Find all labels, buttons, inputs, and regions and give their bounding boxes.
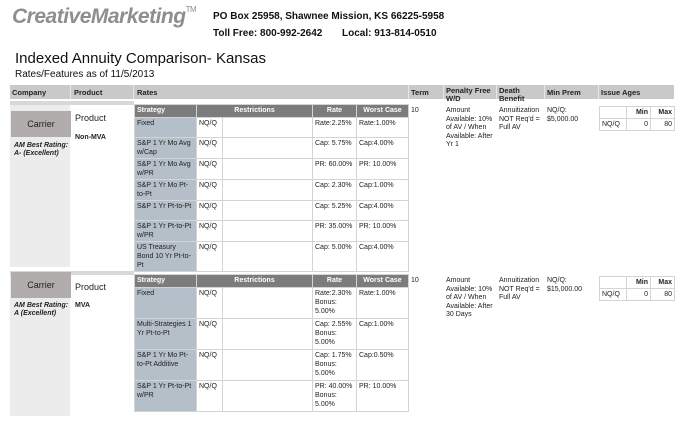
restriction: NQ/Q xyxy=(197,221,223,242)
min-prem-value: NQ/Q: $5,000.00 xyxy=(547,107,579,123)
strategy-name: S&P 1 Yr Mo Avg w/PR xyxy=(135,159,197,180)
worst-case: Cap:1.00% xyxy=(357,180,409,201)
min-prem-value: NQ/Q: $15,000.00 xyxy=(547,277,583,293)
header-divider xyxy=(544,85,545,99)
term-value: 10 xyxy=(411,107,419,114)
strategy-name: S&P 1 Yr Mo Avg w/Cap xyxy=(135,138,197,159)
product-label: Product xyxy=(75,113,107,123)
row-band xyxy=(10,101,134,105)
strategy-name: S&P 1 Yr Pt-to-Pt w/PR xyxy=(135,381,197,412)
table-row xyxy=(135,118,409,138)
restriction-extra xyxy=(223,288,313,319)
age-min: 0 xyxy=(627,289,651,301)
restriction-extra xyxy=(223,319,313,350)
term-value: 10 xyxy=(411,277,419,284)
company-logo: CreativeMarketing™ xyxy=(12,5,197,28)
rate: Cap: 5.75% xyxy=(313,138,357,159)
strategy-table xyxy=(134,104,409,272)
restriction: NQ/Q xyxy=(197,118,223,138)
age-type: NQ/Q xyxy=(600,289,627,301)
rate-header: Rate xyxy=(313,275,357,288)
header-divider xyxy=(443,85,444,99)
rate: PR: 40.00% Bonus: 5.00% xyxy=(313,381,357,412)
worst-case: Rate:1.00% xyxy=(357,118,409,138)
page-subtitle: Rates/Features as of 11/5/2013 xyxy=(15,69,155,80)
table-row xyxy=(135,138,409,159)
penalty-free-value: Amount Available: 10% of AV / When Available: After Yr 1 xyxy=(446,107,493,148)
rate: Cap: 1.75% Bonus: 5.00% xyxy=(313,350,357,381)
age-min-header: Min xyxy=(627,277,651,289)
restriction: NQ/Q xyxy=(197,381,223,412)
age-max: 80 xyxy=(651,119,675,131)
strategy-name: Fixed xyxy=(135,288,197,319)
death-benefit-value: Annuitization NOT Req'd = Full AV xyxy=(499,277,540,301)
strategy-name: S&P 1 Yr Pt-to-Pt w/PR xyxy=(135,221,197,242)
worst-case-header: Worst Case xyxy=(357,105,409,118)
table-row xyxy=(135,319,409,350)
rate: Rate:2.25% xyxy=(313,118,357,138)
col-product: Product xyxy=(74,88,103,97)
rate: Cap: 5.25% xyxy=(313,201,357,221)
rate: Cap: 5.00% xyxy=(313,242,357,272)
col-penalty-free: Penalty Free W/D xyxy=(446,86,491,103)
restriction: NQ/Q xyxy=(197,319,223,350)
local-phone: Local: 913-814-0510 xyxy=(342,28,437,39)
strategy-header: Strategy xyxy=(135,105,197,118)
carrier-rating: AM Best Rating: A- (Excellent) xyxy=(14,142,69,157)
page-title: Indexed Annuity Comparison- Kansas xyxy=(15,50,266,67)
restriction: NQ/Q xyxy=(197,180,223,201)
restriction: NQ/Q xyxy=(197,242,223,272)
strategy-name: S&P 1 Yr Mo Pt-to-Pt xyxy=(135,180,197,201)
restrictions-header: Restrictions xyxy=(197,105,313,118)
strategy-name: S&P 1 Yr Pt-to-Pt xyxy=(135,201,197,221)
rate: Cap: 2.55% Bonus: 5.00% xyxy=(313,319,357,350)
rate-header: Rate xyxy=(313,105,357,118)
issue-ages-table xyxy=(599,106,675,131)
restriction: NQ/Q xyxy=(197,350,223,381)
restriction-extra xyxy=(223,201,313,221)
rate: PR: 60.00% xyxy=(313,159,357,180)
strategy-name: Fixed xyxy=(135,118,197,138)
worst-case: Cap:4.00% xyxy=(357,138,409,159)
restriction-extra xyxy=(223,180,313,201)
worst-case: Rate:1.00% xyxy=(357,288,409,319)
carrier-rating: AM Best Rating: A (Excellent) xyxy=(14,302,69,317)
worst-case-header: Worst Case xyxy=(357,275,409,288)
col-death-benefit: Death Benefit xyxy=(499,86,525,103)
col-min-prem: Min Prem xyxy=(547,88,581,97)
table-row xyxy=(135,201,409,221)
product-name: MVA xyxy=(75,302,91,309)
age-max: 80 xyxy=(651,289,675,301)
header-divider xyxy=(408,85,409,99)
penalty-free-value: Amount Available: 10% of AV / When Available: After 30 Days xyxy=(446,277,493,318)
worst-case: Cap:0.50% xyxy=(357,350,409,381)
table-row xyxy=(135,288,409,319)
restriction: NQ/Q xyxy=(197,201,223,221)
restriction-extra xyxy=(223,118,313,138)
restriction-extra xyxy=(223,138,313,159)
col-company: Company xyxy=(12,88,47,97)
table-row xyxy=(135,221,409,242)
col-issue-ages: Issue Ages xyxy=(601,88,641,97)
company-address: PO Box 25958, Shawnee Mission, KS 66225-5958 xyxy=(213,11,445,22)
issue-ages-table xyxy=(599,276,675,301)
table-row xyxy=(135,381,409,412)
table-row xyxy=(135,180,409,201)
rate: Rate:2.30% Bonus: 5.00% xyxy=(313,288,357,319)
restriction-extra xyxy=(223,381,313,412)
col-term: Term xyxy=(411,88,429,97)
age-type: NQ/Q xyxy=(600,119,627,131)
worst-case: PR: 10.00% xyxy=(357,381,409,412)
restriction: NQ/Q xyxy=(197,288,223,319)
worst-case: PR: 10.00% xyxy=(357,159,409,180)
header-divider xyxy=(133,85,134,99)
table-row xyxy=(135,159,409,180)
strategy-header: Strategy xyxy=(135,275,197,288)
age-blank xyxy=(600,107,627,119)
strategy-name: US Treasury Bond 10 Yr Pt-to-Pt xyxy=(135,242,197,272)
carrier-box: Carrier xyxy=(11,272,71,298)
age-blank xyxy=(600,277,627,289)
header-divider xyxy=(496,85,497,99)
toll-free-phone: Toll Free: 800-992-2642 xyxy=(213,28,323,39)
restriction-extra xyxy=(223,159,313,180)
death-benefit-value: Annuitization NOT Req'd = Full AV xyxy=(499,107,540,131)
age-max-header: Max xyxy=(651,107,675,119)
age-max-header: Max xyxy=(651,277,675,289)
strategy-name: Multi-Strategies 1 Yr Pt-to-Pt xyxy=(135,319,197,350)
strategy-table xyxy=(134,274,409,412)
table-row xyxy=(135,350,409,381)
worst-case: Cap:1.00% xyxy=(357,319,409,350)
rate: PR: 35.00% xyxy=(313,221,357,242)
strategy-name: S&P 1 Yr Mo Pt-to-Pt Additive xyxy=(135,350,197,381)
header-divider xyxy=(70,85,71,99)
age-min-header: Min xyxy=(627,107,651,119)
restriction-extra xyxy=(223,242,313,272)
worst-case: Cap:4.00% xyxy=(357,201,409,221)
worst-case: PR: 10.00% xyxy=(357,221,409,242)
rate: Cap: 2.30% xyxy=(313,180,357,201)
restriction: NQ/Q xyxy=(197,159,223,180)
worst-case: Cap:4.00% xyxy=(357,242,409,272)
header-divider xyxy=(598,85,599,99)
restriction-extra xyxy=(223,221,313,242)
table-row xyxy=(135,242,409,272)
age-min: 0 xyxy=(627,119,651,131)
col-rates: Rates xyxy=(137,88,158,97)
product-name: Non-MVA xyxy=(75,134,106,141)
restriction-extra xyxy=(223,350,313,381)
carrier-box: Carrier xyxy=(11,111,71,137)
restrictions-header: Restrictions xyxy=(197,275,313,288)
restriction: NQ/Q xyxy=(197,138,223,159)
product-label: Product xyxy=(75,282,107,292)
